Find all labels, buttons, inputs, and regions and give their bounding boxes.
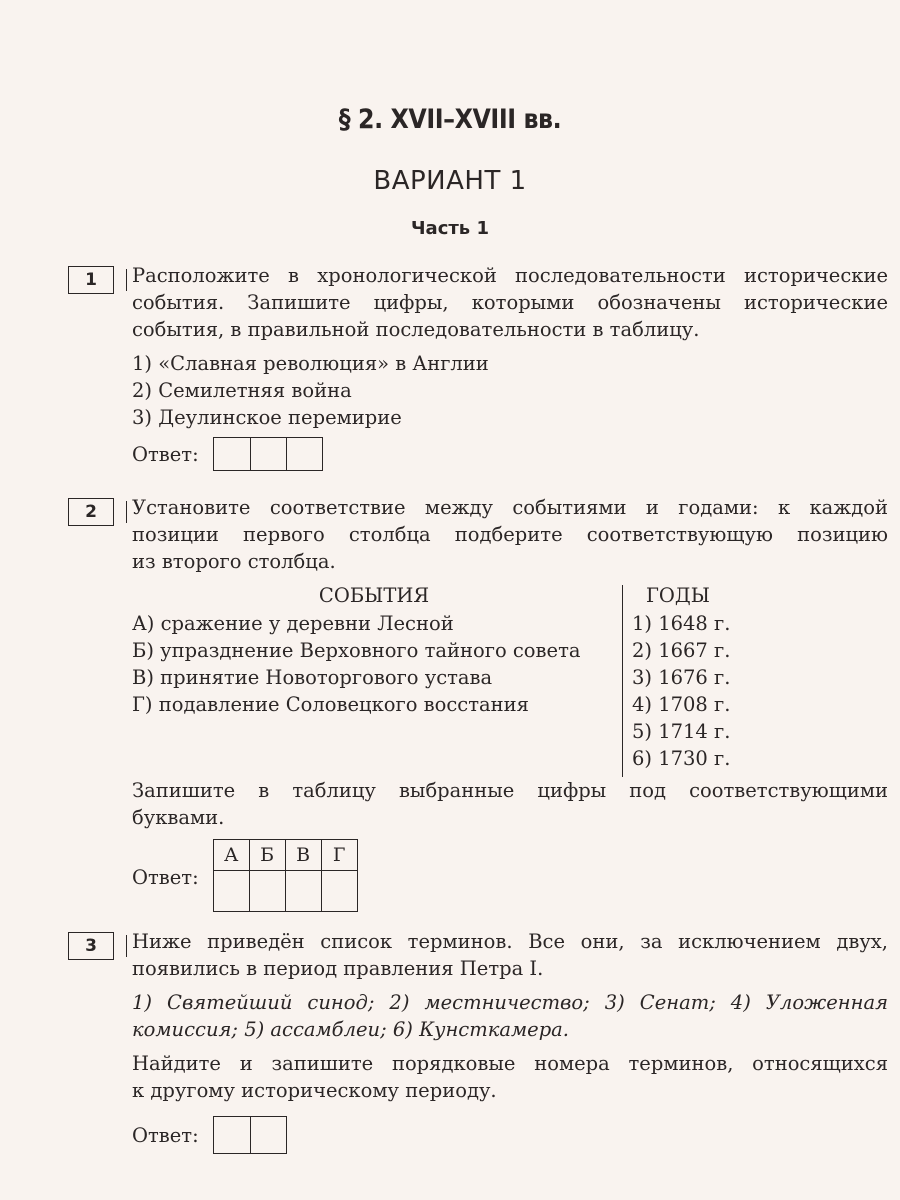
answer-grid [213, 839, 358, 912]
letter-cell: Б [249, 840, 285, 871]
prompt-line: из второго столбца. [132, 550, 336, 573]
option-item: 1) «Славная революция» в Англии [132, 352, 489, 375]
year-item: 4) 1708 г. [632, 693, 731, 716]
prompt-line: события. Запишите цифры, которыми обозначены исторические [132, 291, 888, 314]
answer-cell[interactable] [286, 438, 322, 470]
event-item: В) принятие Новоторгового устава [132, 666, 493, 689]
answer-cell[interactable] [321, 871, 357, 912]
event-item: Г) подавление Соловецкого восстания [132, 693, 529, 716]
task-body [132, 494, 888, 912]
instruction-line: Запишите в таблицу выбранные цифры под соответствующими [132, 779, 888, 802]
terms-line: 1) Святейший синод; 2) местничество; 3) Сенат; 4) Уложенная [132, 991, 888, 1014]
task-body [132, 262, 888, 471]
event-item: А) сражение у деревни Лесной [132, 612, 454, 635]
answer-grid [213, 1116, 287, 1154]
letter-cell: Г [321, 840, 357, 871]
years-column [632, 581, 730, 772]
prompt-line: события, в правильной последовательности в таблицу. [132, 318, 700, 341]
answers-row [213, 871, 357, 912]
answer-grid [213, 437, 323, 471]
terms-line: комиссия; 5) ассамблеи; 6) Кунсткамера. [132, 1018, 570, 1041]
answer-row [132, 437, 888, 471]
answer-cell[interactable] [250, 1117, 286, 1153]
answer-cell[interactable] [250, 438, 286, 470]
task-body [132, 928, 888, 1154]
year-item: 1) 1648 г. [632, 612, 731, 635]
variant-title: ВАРИАНТ 1 [373, 166, 527, 196]
answer-cell[interactable] [214, 438, 250, 470]
year-item: 6) 1730 г. [632, 747, 731, 770]
answer-label: Ответ: [132, 1123, 199, 1147]
answer-cell[interactable] [249, 871, 285, 912]
answer-label: Ответ: [132, 866, 199, 889]
part-title: Часть 1 [411, 218, 489, 239]
prompt-line: Ниже приведён список терминов. Все они, за исключением двух, [132, 930, 888, 953]
instruction-line: Найдите и запишите порядковые номера терминов, относящихся [132, 1052, 888, 1075]
answer-cell[interactable] [214, 1117, 250, 1153]
prompt-line: позиции первого столбца подберите соответствующую позицию [132, 523, 888, 546]
task-number-badge: 2 [68, 498, 114, 526]
option-item: 2) Семилетняя война [132, 379, 352, 402]
prompt-line: Установите соответствие между событиями и годами: к каждой [132, 496, 888, 519]
option-item: 3) Деулинское перемирие [132, 406, 402, 429]
task-number-badge: 1 [68, 266, 114, 294]
events-header: СОБЫТИЯ [318, 584, 430, 607]
letter-cell: А [213, 840, 249, 871]
instruction-line: буквами. [132, 806, 225, 829]
matching-table [132, 581, 888, 775]
prompt-line: появились в период правления Петра I. [132, 957, 544, 980]
answer-row [132, 1116, 888, 1154]
letters-row [213, 840, 357, 871]
section-title: § 2. XVII–XVIII вв. [338, 104, 562, 135]
answer-cell[interactable] [213, 871, 249, 912]
column-divider [622, 585, 623, 777]
instruction-line: к другому историческому периоду. [132, 1079, 497, 1102]
letter-cell: В [285, 840, 321, 871]
year-item: 2) 1667 г. [632, 639, 731, 662]
answer-label: Ответ: [132, 442, 199, 466]
answer-row [132, 839, 888, 912]
events-column [132, 581, 616, 718]
answer-cell[interactable] [285, 871, 321, 912]
year-item: 3) 1676 г. [632, 666, 731, 689]
prompt-line: Расположите в хронологической последовательности исторические [132, 264, 888, 287]
years-header: ГОДЫ [646, 584, 710, 607]
event-item: Б) упразднение Верховного тайного совета [132, 639, 581, 662]
year-item: 5) 1714 г. [632, 720, 731, 743]
task-number-badge: 3 [68, 932, 114, 960]
